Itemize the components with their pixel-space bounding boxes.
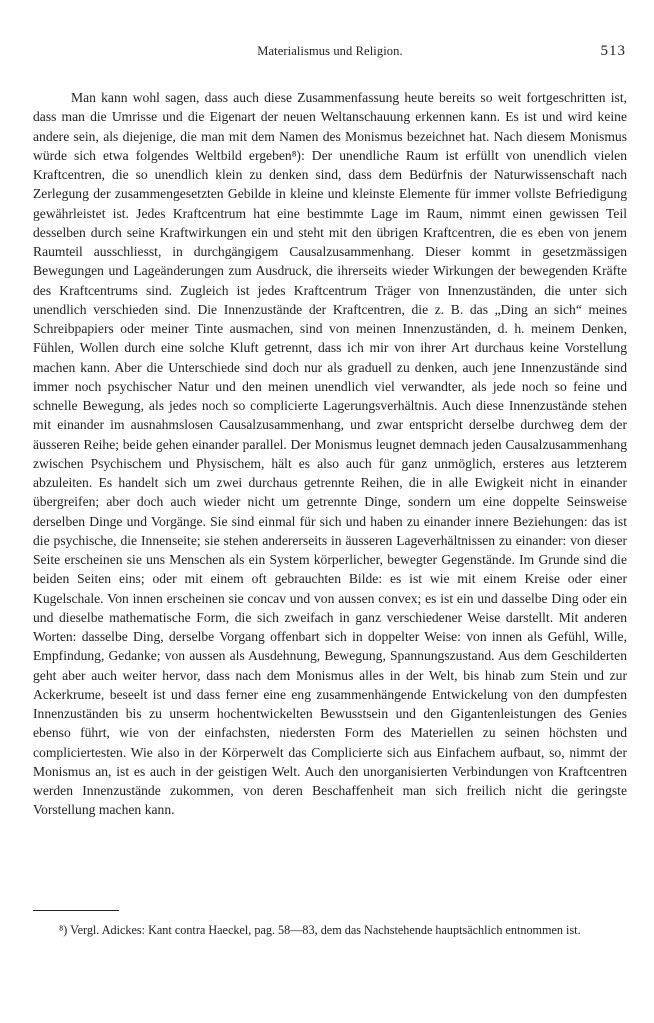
footnote-rule bbox=[33, 910, 119, 911]
footnote-8: ⁸) Vergl. Adickes: Kant contra Haeckel, pag. 58—83, dem das Nachstehende hauptsächlich entnommen ist. bbox=[59, 923, 581, 937]
page-number: 513 bbox=[600, 43, 626, 59]
running-head bbox=[33, 38, 627, 64]
body-paragraph: Man kann wohl sagen, dass auch diese Zusammenfassung heute bereits so weit fortgeschritten ist, dass man die Umrisse und die Eigenart der neuen Weltanschauung erkennen kann. Es ist und wird keine andere sein, als diejenige, die man mit dem Namen des Monismus bezeichnet hat. Nach diesem Monismus würde sich etwa folgendes Weltbild ergeben⁸): Der unendliche Raum ist erfüllt von unendlich vielen Kraftcentren, die so unendlich klein zu denken sind, dass dem Bedürfnis der Naturwissenschaft nach Zerlegung der zusammengesetzten Gebilde in kleine und kleinste Elemente für immer vollste Befriedigung gewährleistet ist. Jedes Kraftcentrum hat eine bestimmte Lage im Raum, nimmt einen gewissen Teil desselben durch seine Kraftwirkungen ein und steht mit den übrigen Kraftcentren, die es eben von jenem Raumteil ausschliesst, in durchgängigem Causalzusammenhang. Dieser kommt in gesetzmässigen Bewegungen und Lageänderungen zum Ausdruck, die ihrerseits wieder Wirkungen der bewegenden Kräfte des Kraftcentrums sind. Zugleich ist jedes Kraftcentrum Träger von Innenzuständen, die unter sich unendlich verschieden sind. Die Innenzustände der Kraftcentren, die z. B. das „Ding an sich“ meines Schreibpapiers oder meiner Tinte ausmachen, sind von meinen Innenzuständen, d. h. meinem Denken, Fühlen, Wollen durch eine solche Kluft getrennt, dass ich mir von ihrer Art durchaus keine Vorstellung machen kann. Aber die Unterschiede sind doch nur als graduell zu denken, auch jene Innenzustände sind immer noch psychischer Natur und den meinen unendlich viel verwandter, als jede noch so feine und schnelle Bewegung, als jedes noch so complicierte Lagerungsverhältnis. Auch diese Innenzustände stehen mit einander im ausnahmslosen Causalzusammenhang, und zwar entspricht derselbe durchweg dem der äusseren Reihe; beide gehen einander parallel. Der Monismus leugnet demnach jeden Causalzusammenhang zwischen Psychischem und Physischem, hält es also auch für ganz unmöglich, ersteres aus letzterem abzuleiten. Es handelt sich um zwei durchaus getrennte Reihen, die in alle Ewigkeit nicht in einander übergreifen; aber doch auch wieder nicht um getrennte Dinge, sondern um eine doppelte Seinsweise derselben Dinge und Vorgänge. Sie sind einmal für sich und haben zu einander innere Beziehungen: das ist die psychische, die Innenseite; sie stehen andererseits in äusseren Lageverhältnissen zu einander: von dieser Seite erscheinen sie uns Menschen als ein System körperlicher, bewegter Gegenstände. Im Grunde sind die beiden Seiten eins; oder mit einem oft gebrauchten Bilde: es ist wie mit einem Kreise oder einer Kugelschale. Von innen erscheinen sie concav und von aussen convex; es ist ein und dasselbe Ding oder ein und dieselbe mathematische Form, die sich zweifach in ganz verschiedener Weise darstellt. Mit anderen Worten: dasselbe Ding, derselbe Vorgang offenbart sich in doppelter Weise: von innen als Gefühl, Wille, Empfindung, Gedanke; von aussen als Ausdehnung, Bewegung, Spannungszustand. Aus dem Geschilderten geht aber auch weiter hervor, dass nach dem Monismus alles in der Welt, bis hinab zum Stein und zur Ackerkrume, beseelt ist und dass ferner eine eng zusammenhängende Entwickelung von den dumpfesten Innenzuständen bis zu unserm hochentwickelten Bewusstsein und den Gigantenleistungen des Genies ebenso führt, wie von der einfachsten, niedersten Form des Materiellen zu seinen höchsten und compliciertesten. Wie also in der Körperwelt das Complicierte sich aus Einfachem aufbaut, so, nimmt der Monismus an, ist es auch in der geistigen Welt. Auch den unorganisierten Verbindungen von Kraftcentren werden Innenzustände zukommen, von deren Beschaffenheit man sich freilich nicht die geringste Vorstellung machen kann. bbox=[33, 90, 627, 818]
running-title: Materialismus und Religion. bbox=[257, 44, 403, 58]
book-page bbox=[33, 38, 627, 998]
